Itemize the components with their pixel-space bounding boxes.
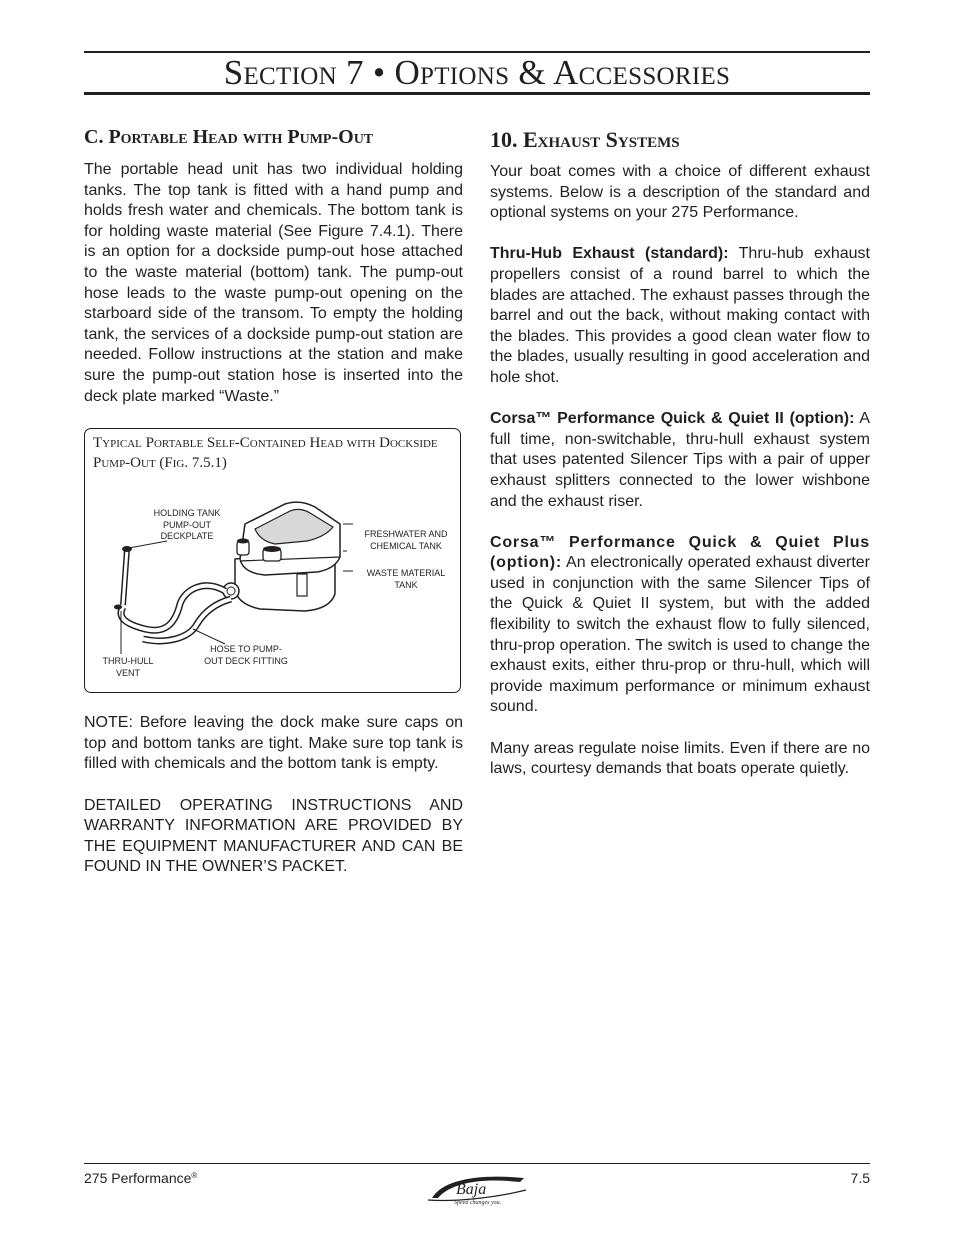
portable-head-intro: The portable head unit has two individual holding tanks. The top tank is fitted with a hand pump and holds fresh water and chemicals. The bottom tank is for holding waste material (See Figure 7.4.1). There is an option for a dockside pump-out hose attached to the waste material (bottom) tank. The pump-out hose leads to the waste pump-out opening on the starboard side of the transom. To empty the holding tank, the services of a dockside pump-out station are needed. Follow instructions at the station and make sure the pump-out station hose is inserted into the deck plate marked “Waste.” [84,161,463,405]
left-column [84,124,463,878]
noise-paragraph: Many areas regulate noise limits. Even if there are no laws, courtesy demands that boats operate quietly. [490,739,870,778]
footer-rule [84,1163,870,1164]
figure-caption: Typical Portable Self-Contained Head with Dockside Pump-Out (Fig. 7.5.1) [93,435,438,472]
qq2-paragraph [490,409,870,512]
logo-tagline: Speed changes you. [454,1200,502,1206]
detailed-instructions-paragraph: DETAILED OPERATING INSTRUCTIONS AND WARRANTY INFORMATION ARE PROVIDED BY THE EQUIPMENT MANUFACTURER AND CAN BE FOUND IN THE OWNER’S PACKET. [84,796,463,876]
label-hose: HOSE TO PUMP-OUT DECK FITTING [204,644,288,666]
right-column [490,126,870,780]
page-number: 7.5 [850,1170,870,1186]
label-holding-tank-deckplate: HOLDING TANK PUMP-OUT DECKPLATE [153,508,221,542]
note-paragraph: NOTE: Before leaving the dock make sure caps on top and bottom tanks are tight. Make sure top tank is filled with chemicals and the bottom tank is empty. [84,714,463,773]
page-title: Section 7 • Options & Accessories [223,53,731,92]
logo-wordmark: Baja [456,1181,487,1198]
label-waste-tank: WASTE MATERIAL TANK [366,568,446,590]
footer-model [84,1169,197,1187]
note-block [84,713,463,878]
qq2-label: Corsa™ Performance Quick & Quiet II (option): [490,410,855,428]
figure-portable-head [84,428,461,693]
baja-logo [424,1172,530,1206]
thru-hub-label: Thru-Hub Exhaust (standard): [490,245,729,263]
thru-hub-text: Thru-hub exhaust propellers consist of a round barrel to which the blades are attached. The exhaust passes through the barrel and out the back, without making contact with the blades. This provides a good clean water flow to the blades, usually resulting in good acceleration and hole shot. [490,245,870,386]
label-freshwater-tank: FRESHWATER AND CHEMICAL TANK [364,529,448,551]
deckplate-fitting [122,546,132,552]
header-rule-bottom [84,92,870,95]
qq-plus-text: An electronically operated exhaust diverter used in conjunction with the same Silencer Tips of the Quick & Quiet II system, but with the added flexibility to switch the exhaust flow to fully silenced, thru-prop operation. The switch is used to change the exhaust exits, either thru-prop or thru-hull, which will provide maximum performance or minimum exhaust sound. [490,554,870,716]
exhaust-systems-heading: 10. Exhaust Systems [490,127,680,152]
thru-hub-paragraph [490,244,870,388]
exhaust-intro: Your boat comes with a choice of different exhaust systems. Below is a description of the standard and optional systems on your 275 Performance. [490,163,870,222]
footer-model-name: 275 Performance [84,1170,192,1186]
registered-mark: ® [191,1171,198,1180]
label-thru-hull-vent: THRU-HULL VENT [102,656,154,678]
qq-plus-label: Corsa™ Performance Quick & Quiet Plus (option): [490,533,870,572]
qq2-text: A full time, non-switchable, thru-hull exhaust system that uses patented Silencer Tips with a pair of upper exhaust splitters connected to the lower wishbone and the exhaust riser. [490,410,870,510]
portable-head-heading: C. Portable Head with Pump-Out [84,126,374,148]
qq-plus-paragraph [490,533,870,718]
